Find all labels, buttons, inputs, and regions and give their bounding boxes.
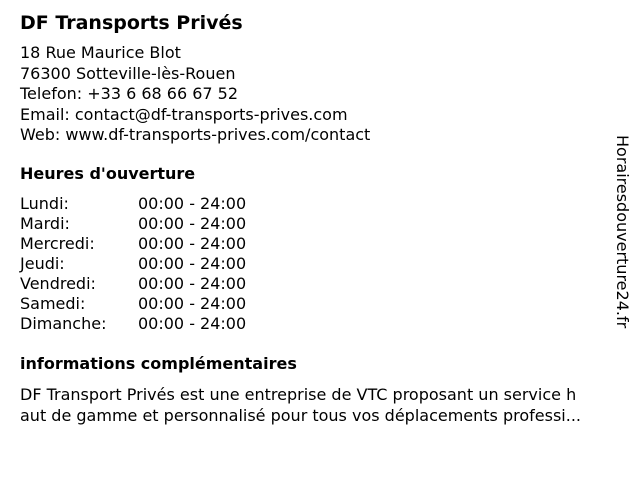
description-line-2: aut de gamme et personnalisé pour tous vos déplacements professi...: [20, 406, 581, 425]
hours-time-value: 00:00 - 24:00: [138, 314, 247, 333]
email-line[interactable]: Email: contact@df-transports-prives.com: [20, 104, 348, 124]
business-contact-block: [20, 43, 370, 146]
hours-time-value: 00:00 - 24:00: [138, 274, 247, 293]
hours-row-sunday: [20, 314, 246, 334]
additional-info-heading: informations complémentaires: [20, 354, 297, 373]
hours-time-value: 00:00 - 24:00: [138, 294, 247, 313]
address-city: 76300 Sotteville-lès-Rouen: [20, 63, 236, 83]
hours-day-label: Mercredi:: [20, 234, 95, 253]
hours-row-saturday: [20, 294, 246, 314]
hours-day-label: Dimanche:: [20, 314, 107, 333]
business-description: [20, 384, 630, 426]
phone-line[interactable]: Telefon: +33 6 68 66 67 52: [20, 84, 239, 103]
hours-time-value: 00:00 - 24:00: [138, 254, 247, 273]
address-street: 18 Rue Maurice Blot: [20, 43, 181, 62]
hours-row-monday: [20, 194, 246, 214]
hours-row-friday: [20, 274, 246, 294]
hours-time-value: 00:00 - 24:00: [138, 214, 247, 233]
hours-day-label: Mardi:: [20, 214, 70, 233]
opening-hours-heading: Heures d'ouverture: [20, 164, 196, 183]
hours-day-label: Vendredi:: [20, 274, 96, 293]
business-name: DF Transports Privés: [20, 12, 243, 34]
hours-row-tuesday: [20, 214, 246, 234]
opening-hours-table: [20, 194, 246, 334]
hours-day-label: Jeudi:: [20, 254, 65, 273]
hours-row-wednesday: [20, 234, 246, 254]
site-watermark: Horairesdouverture24.fr: [613, 135, 632, 329]
hours-time-value: 00:00 - 24:00: [138, 234, 247, 253]
hours-row-thursday: [20, 254, 246, 274]
website-line[interactable]: Web: www.df-transports-prives.com/contact: [20, 125, 371, 144]
description-line-1: DF Transport Privés est une entreprise de VTC proposant un service h: [20, 385, 577, 404]
hours-time-value: 00:00 - 24:00: [138, 194, 247, 213]
hours-day-label: Samedi:: [20, 294, 86, 313]
hours-day-label: Lundi:: [20, 194, 69, 213]
